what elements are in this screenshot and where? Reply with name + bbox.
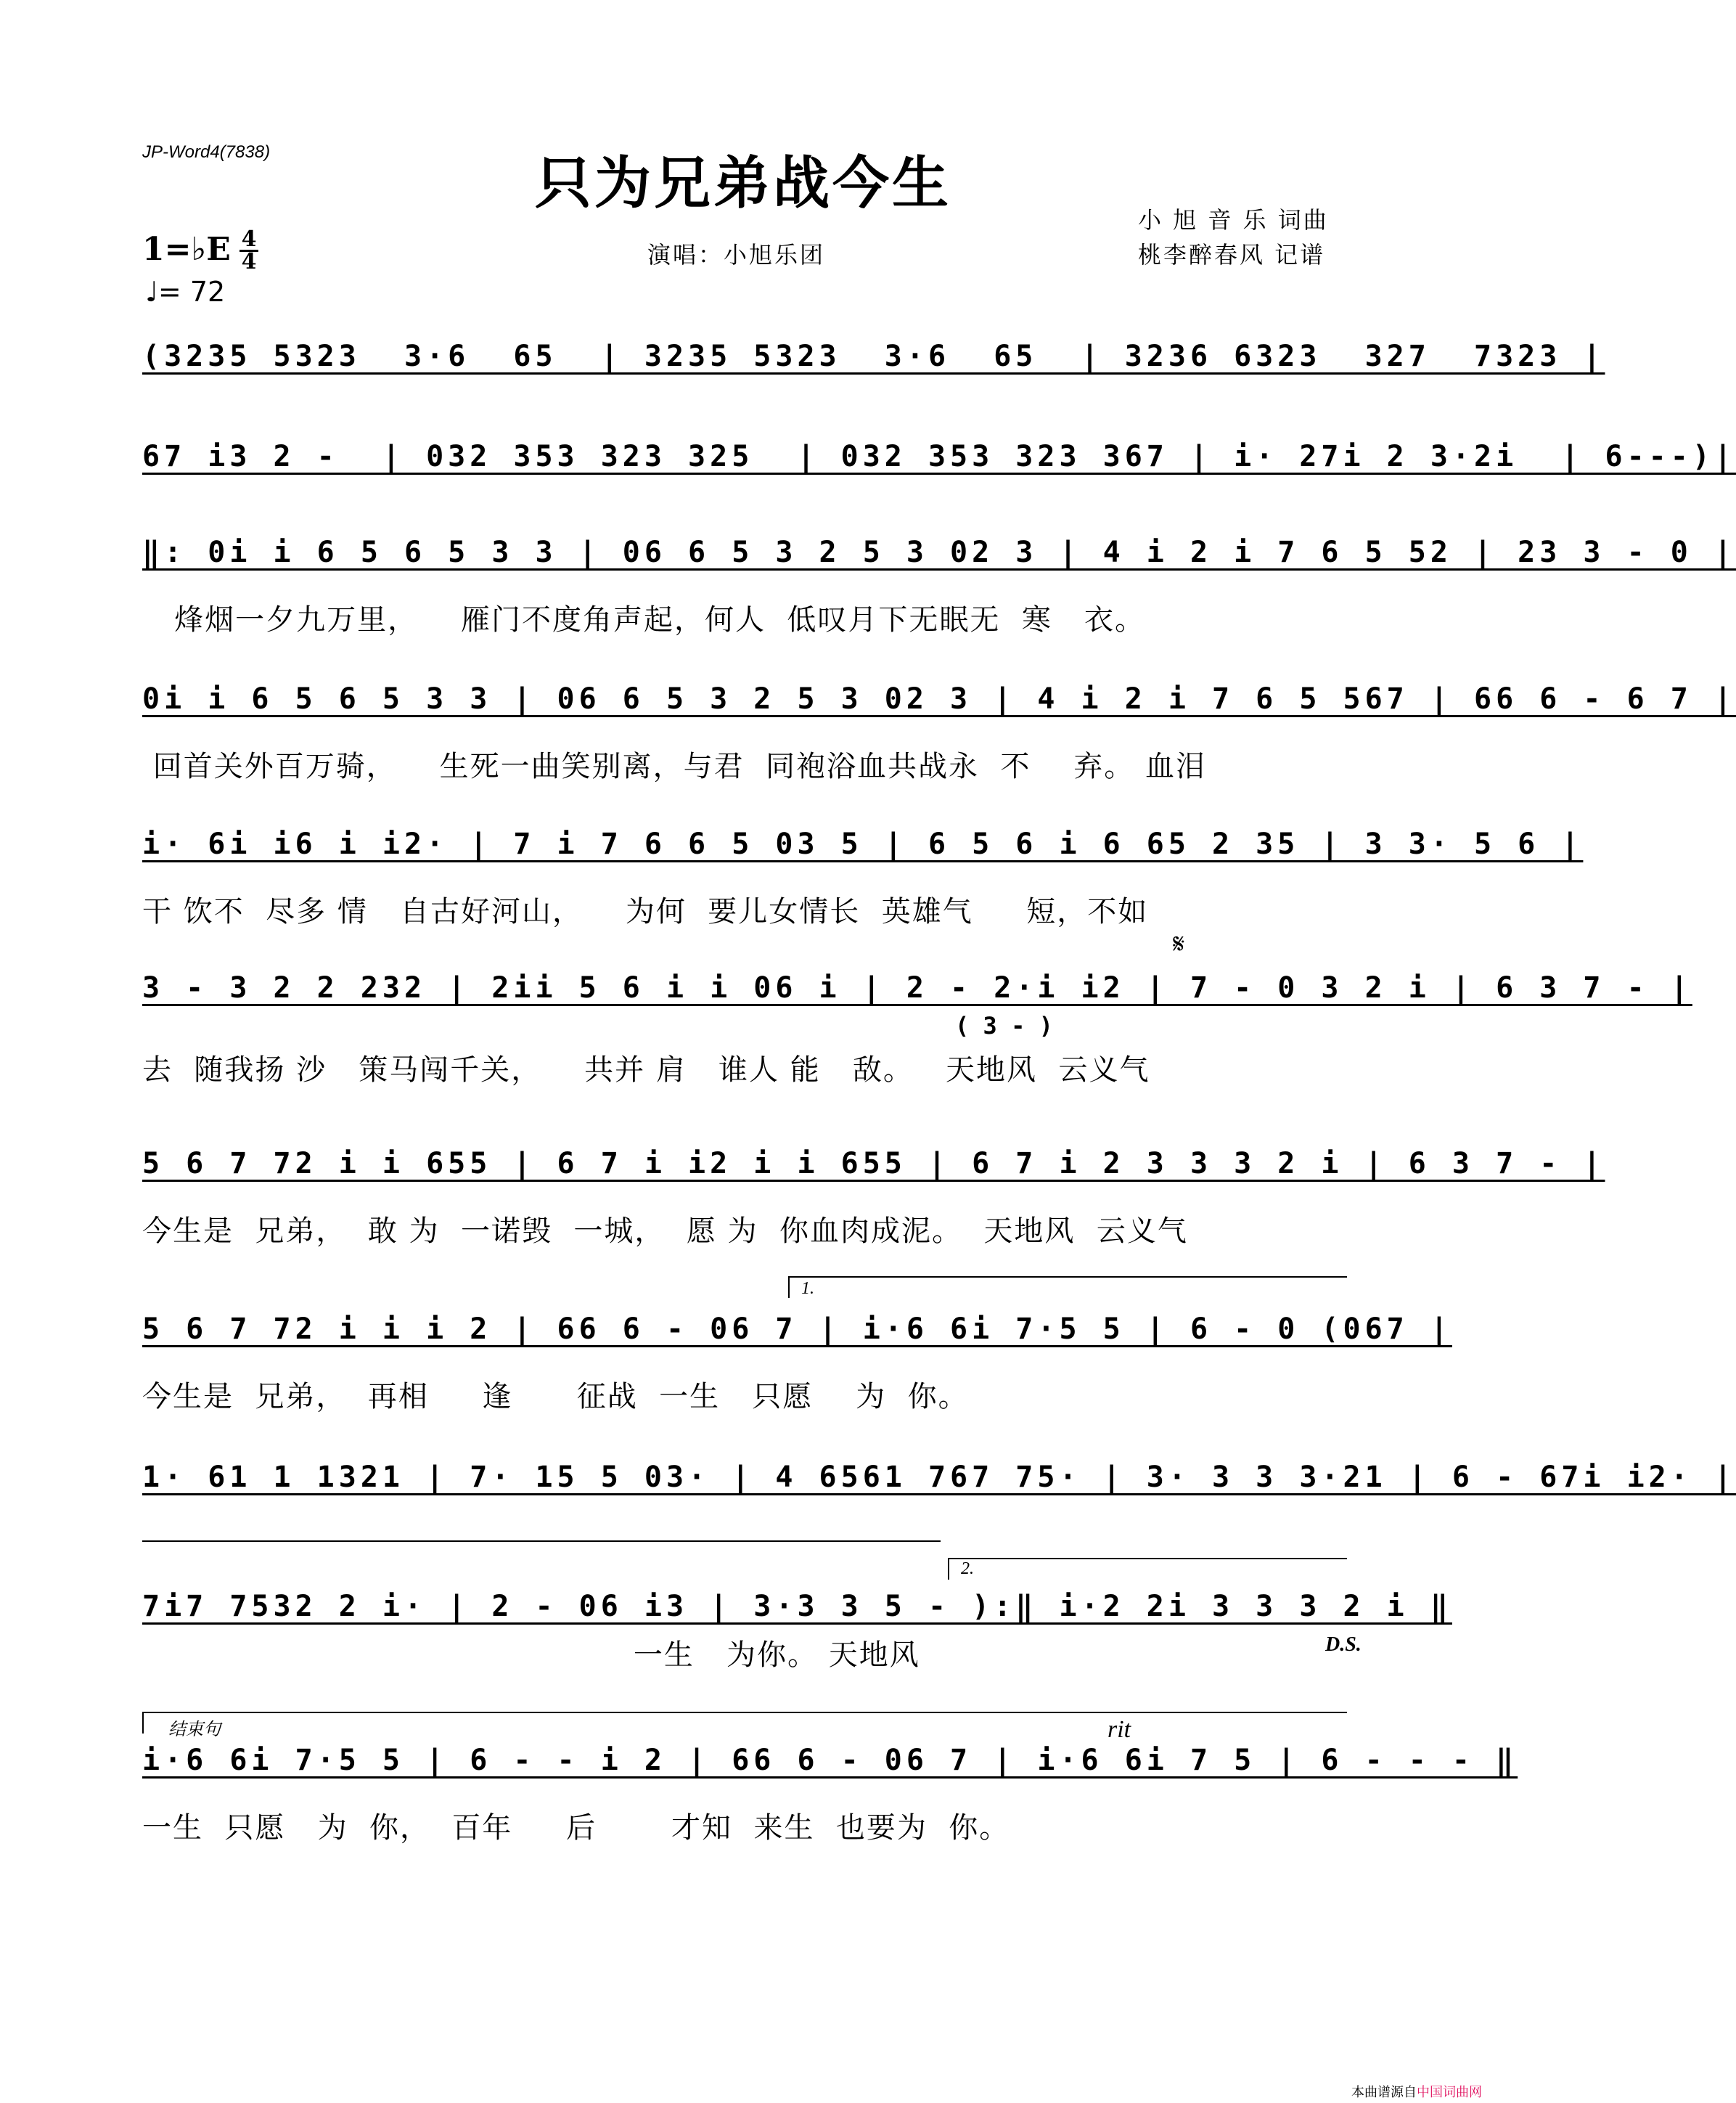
time-top: 4	[241, 226, 257, 252]
singer: 演唱：小旭乐团	[647, 241, 826, 269]
lyrics: 一生 为你。 天地风	[142, 1638, 920, 1672]
volta-bracket	[948, 1558, 1347, 1559]
notes: 0i i 6 5 6 5 3 3 | 06 6 5 3 2 5 3 02 3 | 4 i 2 i 7 6 5 567 | 66 6 - 6 7 |	[142, 682, 1736, 716]
notes: 1· 61 1 1321 | 7· 15 5 03· | 4 6561 767 75· | 3· 3 3 3·21 | 6 - 67i i2· |	[142, 1461, 1736, 1494]
notes: i· 6i i6 i i2· | 7 i 7 6 6 5 03 5 | 6 5 6 i 6 65 2 35 | 3 3· 5 6 |	[142, 828, 1584, 861]
volta-bracket	[788, 1276, 1347, 1278]
software-label: JP-Word4(7838)	[142, 142, 271, 162]
lyrics: 今生是 兄弟， 再相 逢 征战 一生 只愿 为 你。	[142, 1380, 969, 1413]
notes: 67 i3 2 - | 032 353 323 325 | 032 353 323 367 | i· 27i 2 3·2i | 6---)|	[142, 440, 1736, 473]
volta-tick	[788, 1276, 790, 1298]
time-signature	[239, 226, 258, 274]
coda-bracket	[142, 1712, 1347, 1713]
lyrics: 今生是 兄弟， 敢 为 一诺毁 一城， 愿 为 你血肉成泥。 天地风 云义气	[142, 1214, 1188, 1248]
lyrics: 回首关外百万骑， 生死一曲笑别离，与君 同袍浴血共战永 不 弃。 血泪	[142, 750, 1207, 783]
lyrics: 一生 只愿 为 你， 百年 后 才知 来生 也要为 你。	[142, 1811, 1010, 1845]
key-signature: 1=♭E	[142, 231, 231, 268]
ds-mark: D.S.	[1325, 1633, 1362, 1656]
time-bottom: 4	[241, 249, 257, 274]
lyrics: 烽烟一夕九万里， 雁门不度角声起，何人 低叹月下无眠无 寒 衣。	[142, 603, 1146, 637]
notes: (3235 5323 3·6 65 | 3235 5323 3·6 65 | 3236 6323 327 7323 |	[142, 340, 1605, 373]
notes: 5 6 7 72 i i i 2 | 66 6 - 06 7 | i·6 6i 7·5 5 | 6 - 0 (067 |	[142, 1312, 1452, 1346]
volta-tick	[948, 1558, 949, 1580]
coda-tick	[142, 1712, 144, 1734]
credit-score: 桃李醉春风 记谱	[1138, 241, 1326, 269]
lyrics: 去 随我扬 沙 策马闯千关， 共并 肩 谁人 能 敌。 天地风 云义气	[142, 1053, 1150, 1087]
rit-mark: rit	[1107, 1716, 1131, 1743]
volta-1-label: 1.	[801, 1279, 814, 1298]
tempo: ♩= 72	[145, 276, 226, 308]
volta-2-label: 2.	[961, 1559, 974, 1578]
song-title: 只为兄弟战今生	[534, 150, 951, 216]
alternate-ending: ( 3 - )	[955, 1012, 1053, 1040]
coda-label: 结束句	[168, 1720, 221, 1739]
notes: i·6 6i 7·5 5 | 6 - - i 2 | 66 6 - 06 7 | i·6 6i 7 5 | 6 - - - ‖	[142, 1744, 1518, 1777]
notes: 3 - 3 2 2 232 | 2ii 5 6 i i 06 i | 2 - 2·i i2 | 7 - 0 3 2 i | 6 3 7 - |	[142, 971, 1692, 1005]
lyrics: 干 饮不 尽多 情 自古好河山， 为何 要儿女情长 英雄气 短，不如	[142, 895, 1149, 928]
segno-sign: 𝄋	[1173, 928, 1185, 960]
notes: 5 6 7 72 i i 655 | 6 7 i i2 i i 655 | 6 7 i 2 3 3 3 2 i | 6 3 7 - |	[142, 1147, 1605, 1180]
footer-source: 本曲谱源自	[1351, 2085, 1417, 2100]
notes: ‖: 0i i 6 5 6 5 3 3 | 06 6 5 3 2 5 3 02 3 | 4 i 2 i 7 6 5 52 | 23 3 - 0 |	[142, 536, 1736, 569]
notes: 7i7 7532 2 i· | 2 - 06 i3 | 3·3 3 5 - ):‖ i·2 2i 3 3 3 2 i ‖	[142, 1590, 1452, 1623]
footer-site: 中国词曲网	[1417, 2085, 1482, 2100]
credit-lyrics: 小 旭 音 乐 词曲	[1138, 206, 1329, 234]
volta-1-continuation	[142, 1540, 941, 1542]
